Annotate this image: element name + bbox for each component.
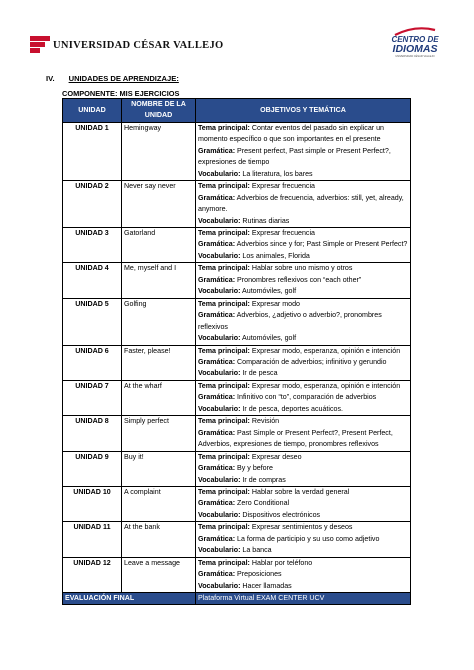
table-row — [63, 298, 411, 345]
table-row — [63, 416, 411, 451]
header-objectives: OBJETIVOS Y TEMÁTICA — [196, 99, 411, 123]
unit-cell: UNIDAD 2 — [63, 181, 122, 228]
objectives-cell — [196, 416, 411, 451]
university-name: UNIVERSIDAD CÉSAR VALLEJO — [53, 39, 224, 51]
unit-name-cell: Leave a message — [122, 557, 196, 592]
tema-text: Hablar por teléfono — [251, 558, 313, 567]
unit-cell: UNIDAD 12 — [63, 557, 122, 592]
vocabulary-line: Vocabulario: Dispositivos electrónicos — [198, 510, 321, 519]
objectives-cell — [196, 227, 411, 262]
vocabulary-text: La banca — [242, 546, 272, 555]
component-label: COMPONENTE: MIS EJERCICIOS — [62, 89, 180, 98]
vocabulary-text: Ir de compras — [242, 475, 286, 484]
final-evaluation-row — [63, 593, 411, 605]
section-title: UNIDADES DE APRENDIZAJE: — [68, 74, 179, 83]
objectives-cell — [196, 263, 411, 298]
center-line1: CENTRO DE — [391, 35, 439, 44]
grammar-line: Gramática: Adverbios since y for; Past Simple or Present Perfect? — [198, 240, 408, 249]
vocabulary-line: Vocabulario: Automóviles, golf — [198, 334, 297, 343]
tema-text: Expresar modo, esperanza, opinión e intención — [251, 381, 401, 390]
grammar-line: Gramática: Adverbios de frecuencia, adverbios: still, yet, already, anymore. — [198, 193, 404, 214]
table-row — [63, 451, 411, 486]
section-number: IV. — [46, 74, 55, 83]
unit-cell: UNIDAD 5 — [63, 298, 122, 345]
vocabulary-line: Vocabulario: Ir de compras — [198, 475, 286, 484]
language-center-logo — [384, 27, 446, 59]
objectives-cell — [196, 380, 411, 415]
header-unit: UNIDAD — [63, 99, 122, 123]
center-line3: UNIVERSIDAD CÉSAR VALLEJO — [395, 55, 435, 58]
vocabulary-line: Vocabulario: La literatura, los bares — [198, 169, 313, 178]
unit-cell: UNIDAD 7 — [63, 380, 122, 415]
units-table — [62, 98, 411, 605]
table-row — [63, 345, 411, 380]
tema-line: Tema principal: Hablar sobre uno mismo y otros — [198, 264, 353, 273]
vocabulary-text: La literatura, los bares — [242, 169, 313, 178]
unit-cell: UNIDAD 4 — [63, 263, 122, 298]
objectives-cell — [196, 345, 411, 380]
tema-text: Expresar modo, esperanza, opinión e intención — [251, 346, 401, 355]
tema-text: Contar eventos del pasado sin explicar un momento específico o que son importantes en el presente — [198, 123, 384, 144]
grammar-line: Gramática: Adverbios, ¿adjetivo o adverbio?, pronombres reflexivos — [198, 311, 382, 331]
grammar-line: Gramática: Comparación de adverbios; infinitivo y gerundio — [198, 357, 387, 366]
vocabulary-line: Vocabulario: Ir de pesca — [198, 369, 278, 378]
grammar-text: Infinitivo con “to”, comparación de adverbios — [237, 393, 377, 402]
tema-line: Tema principal: Expresar modo, esperanza, opinión e intención — [198, 381, 401, 390]
unit-name-cell: A complaint — [122, 486, 196, 521]
unit-name-cell: Simply perfect — [122, 416, 196, 451]
unit-cell: UNIDAD 9 — [63, 451, 122, 486]
grammar-text: Adverbios, ¿adjetivo o adverbio?, pronombres reflexivos — [198, 311, 382, 331]
unit-cell: UNIDAD 3 — [63, 227, 122, 262]
grammar-line: Gramática: Past Simple or Present Perfect?, Present Perfect, Adverbios, expresiones de tiempo, pronombres reflexivos — [198, 428, 393, 449]
grammar-text: La forma de participio y su uso como adjetivo — [237, 534, 380, 543]
vocabulary-text: Automóviles, golf — [242, 334, 297, 343]
unit-cell: UNIDAD 8 — [63, 416, 122, 451]
table-header-row — [63, 99, 411, 123]
tema-text: Expresar frecuencia — [251, 182, 315, 191]
grammar-text: Adverbios de frecuencia, adverbios: still, yet, already, anymore. — [198, 193, 404, 214]
center-line2: IDIOMAS — [392, 43, 438, 55]
unit-name-cell: Never say never — [122, 181, 196, 228]
objectives-cell — [196, 522, 411, 557]
unit-cell: UNIDAD 10 — [63, 486, 122, 521]
unit-cell: UNIDAD 6 — [63, 345, 122, 380]
unit-name-cell: Buy it! — [122, 451, 196, 486]
tema-line: Tema principal: Hablar por teléfono — [198, 558, 313, 567]
vocabulary-text: Ir de pesca, deportes acuáticos. — [242, 404, 343, 413]
objectives-cell — [196, 181, 411, 228]
grammar-line: Gramática: Preposiciones — [198, 570, 282, 579]
tema-text: Expresar sentimientos y deseos — [251, 523, 353, 532]
ucv-emblem-icon — [30, 36, 50, 54]
vocabulary-text: Automóviles, golf — [242, 287, 297, 296]
section-heading — [46, 74, 179, 83]
objectives-cell — [196, 557, 411, 592]
grammar-text: Comparación de adverbios; infinitivo y gerundio — [237, 357, 387, 366]
unit-name-cell: Faster, please! — [122, 345, 196, 380]
tema-text: Expresar frecuencia — [251, 228, 315, 237]
vocabulary-line: Vocabulario: Hacer llamadas — [198, 581, 292, 590]
unit-name-cell: At the bank — [122, 522, 196, 557]
table-row — [63, 380, 411, 415]
table-row — [63, 227, 411, 262]
grammar-line: Gramática: Pronombres reflexivos con “each other” — [198, 275, 362, 284]
table-row — [63, 486, 411, 521]
tema-line: Tema principal: Hablar sobre la verdad general — [198, 487, 350, 496]
unit-cell: UNIDAD 11 — [63, 522, 122, 557]
grammar-text: Zero Conditional — [237, 499, 290, 508]
table-row — [63, 557, 411, 592]
tema-text: Expresar modo — [251, 299, 300, 308]
grammar-text: Preposiciones — [237, 570, 282, 579]
grammar-text: Present perfect, Past simple or Present Perfect?, expresiones de tiempo — [198, 146, 391, 167]
grammar-text: Pronombres reflexivos con “each other” — [237, 275, 362, 284]
grammar-text: Adverbios since y for; Past Simple or Present Perfect? — [236, 240, 408, 249]
vocabulary-line: Vocabulario: Automóviles, golf — [198, 287, 297, 296]
tema-line: Tema principal: Expresar sentimientos y deseos — [198, 523, 353, 532]
tema-line: Tema principal: Contar eventos del pasado sin explicar un momento específico o que son importantes en el presente — [198, 123, 384, 144]
tema-line: Tema principal: Expresar frecuencia — [198, 182, 315, 191]
final-evaluation-label: EVALUACIÓN FINAL — [63, 593, 196, 605]
vocabulary-line: Vocabulario: Los animales, Florida — [198, 251, 310, 260]
tema-line: Tema principal: Expresar modo, esperanza, opinión e intención — [198, 346, 401, 355]
vocabulary-text: Hacer llamadas — [242, 581, 292, 590]
vocabulary-line: Vocabulario: Rutinas diarias — [198, 216, 290, 225]
grammar-line: Gramática: By y before — [198, 464, 273, 473]
final-evaluation-value: Plataforma Virtual EXAM CENTER UCV — [196, 593, 411, 605]
vocabulary-text: Los animales, Florida — [242, 251, 310, 260]
vocabulary-text: Ir de pesca — [242, 369, 278, 378]
tema-line: Tema principal: Revisión — [198, 417, 280, 426]
tema-text: Expresar deseo — [251, 452, 302, 461]
table-row — [63, 181, 411, 228]
vocabulary-text: Dispositivos electrónicos — [242, 510, 321, 519]
tema-line: Tema principal: Expresar frecuencia — [198, 228, 315, 237]
vocabulary-line: Vocabulario: La banca — [198, 546, 272, 555]
grammar-line: Gramática: Zero Conditional — [198, 499, 290, 508]
unit-name-cell: Hemingway — [122, 122, 196, 180]
university-logo — [30, 36, 224, 54]
grammar-text: By y before — [237, 464, 273, 473]
unit-name-cell: Golfing — [122, 298, 196, 345]
grammar-line: Gramática: La forma de participio y su uso como adjetivo — [198, 534, 380, 543]
tema-text: Revisión — [251, 417, 280, 426]
vocabulary-text: Rutinas diarias — [242, 216, 290, 225]
objectives-cell — [196, 298, 411, 345]
tema-line: Tema principal: Expresar deseo — [198, 452, 302, 461]
tema-line: Tema principal: Expresar modo — [198, 299, 300, 308]
objectives-cell — [196, 486, 411, 521]
grammar-line: Gramática: Infinitivo con “to”, comparación de adverbios — [198, 393, 377, 402]
tema-text: Hablar sobre la verdad general — [251, 487, 350, 496]
unit-name-cell: Gatorland — [122, 227, 196, 262]
header-name: NOMBRE DE LA UNIDAD — [122, 99, 196, 123]
tema-text: Hablar sobre uno mismo y otros — [251, 264, 353, 273]
grammar-text: Past Simple or Present Perfect?, Present Perfect, Adverbios, expresiones de tiempo, pronombres reflexivos — [198, 428, 393, 449]
vocabulary-line: Vocabulario: Ir de pesca, deportes acuáticos. — [198, 404, 343, 413]
table-row — [63, 263, 411, 298]
grammar-line: Gramática: Present perfect, Past simple or Present Perfect?, expresiones de tiempo — [198, 146, 391, 167]
unit-name-cell: Me, myself and I — [122, 263, 196, 298]
unit-name-cell: At the wharf — [122, 380, 196, 415]
objectives-cell — [196, 122, 411, 180]
objectives-cell — [196, 451, 411, 486]
table-row — [63, 122, 411, 180]
unit-cell: UNIDAD 1 — [63, 122, 122, 180]
table-row — [63, 522, 411, 557]
